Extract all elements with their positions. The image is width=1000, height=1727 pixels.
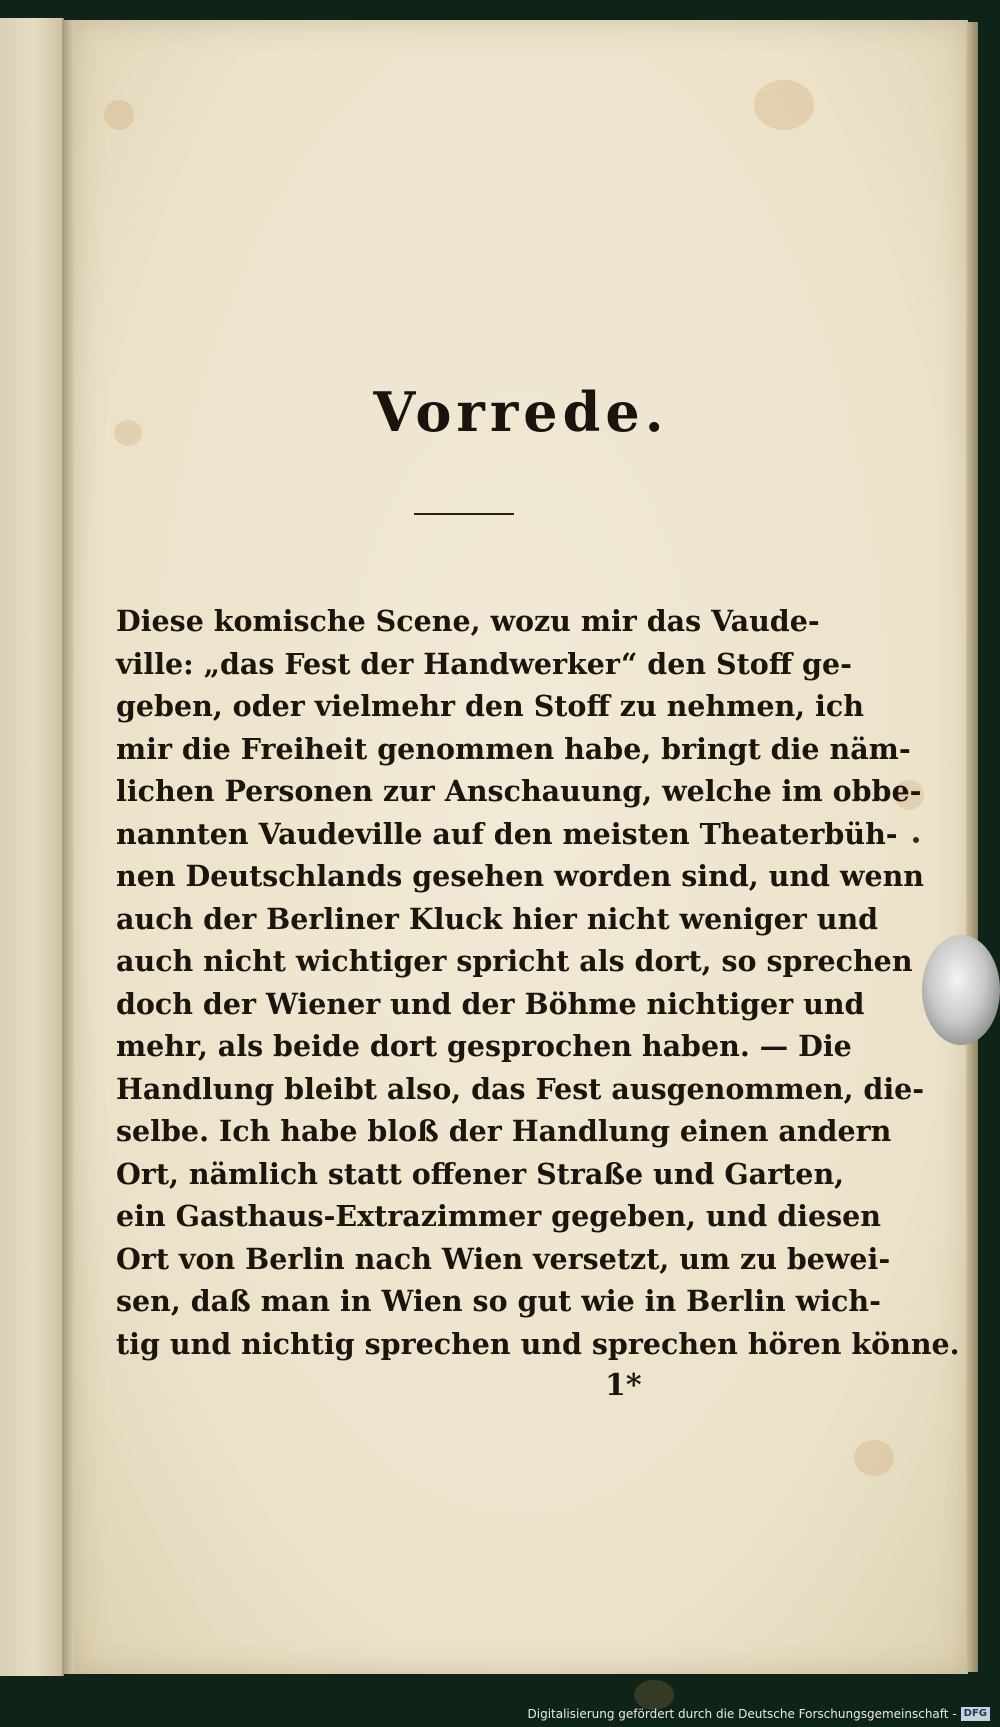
page-heading: Vorrede.	[373, 380, 669, 444]
foxing-stain	[634, 1680, 674, 1710]
heading-rule	[414, 513, 514, 515]
foxing-stain	[754, 80, 814, 130]
dfg-logo-icon: DFG	[961, 1707, 990, 1721]
text-line: tig und nichtig sprechen und sprechen hören könne.	[116, 1326, 960, 1361]
foxing-stain	[854, 1440, 894, 1476]
page-holder-clip	[922, 935, 1000, 1045]
text-line: lichen Personen zur Anschauung, welche im obbe-	[116, 774, 922, 808]
text-line: geben, oder vielmehr den Stoff zu nehmen, ich	[116, 689, 864, 723]
signature-mark: 1*	[605, 1368, 642, 1403]
text-line: Diese komische Scene, wozu mir das Vaude-	[116, 604, 820, 638]
text-line: nannten Vaudeville auf den meisten Theaterbüh-	[116, 816, 898, 851]
text-line: ein Gasthaus-Extrazimmer gegeben, und diesen	[116, 1199, 881, 1233]
digitization-credit	[528, 1707, 991, 1721]
text-line: Ort von Berlin nach Wien versetzt, um zu bewei-	[116, 1241, 891, 1276]
facing-page-edge	[0, 18, 64, 1676]
text-line: doch der Wiener und der Böhme nichtiger und	[116, 986, 865, 1021]
text-line: Handlung bleibt also, das Fest ausgenommen, die-	[116, 1071, 925, 1106]
text-line: auch der Berliner Kluck hier nicht weniger und	[116, 901, 879, 936]
ink-spot	[913, 837, 919, 843]
text-line: mehr, als beide dort gesprochen haben. — Die	[116, 1029, 852, 1063]
text-line: ville: „das Fest der Handwerker“ den Stoff ge-	[116, 646, 852, 681]
foxing-stain	[104, 100, 134, 130]
preface-text	[116, 600, 960, 1365]
text-line: mir die Freiheit genommen habe, bringt die näm-	[116, 731, 911, 766]
page-fore-edge	[966, 22, 978, 1672]
text-line: auch nicht wichtiger spricht als dort, so sprechen	[116, 944, 913, 978]
text-line: nen Deutschlands gesehen worden sind, und wenn	[116, 859, 925, 893]
text-line: selbe. Ich habe bloß der Handlung einen andern	[116, 1114, 892, 1148]
credit-text: Digitalisierung gefördert durch die Deutsche Forschungsgemeinschaft -	[527, 1707, 957, 1721]
text-line: Ort, nämlich statt offener Straße und Garten,	[116, 1156, 845, 1191]
text-line: sen, daß man in Wien so gut wie in Berlin wich-	[116, 1284, 881, 1318]
